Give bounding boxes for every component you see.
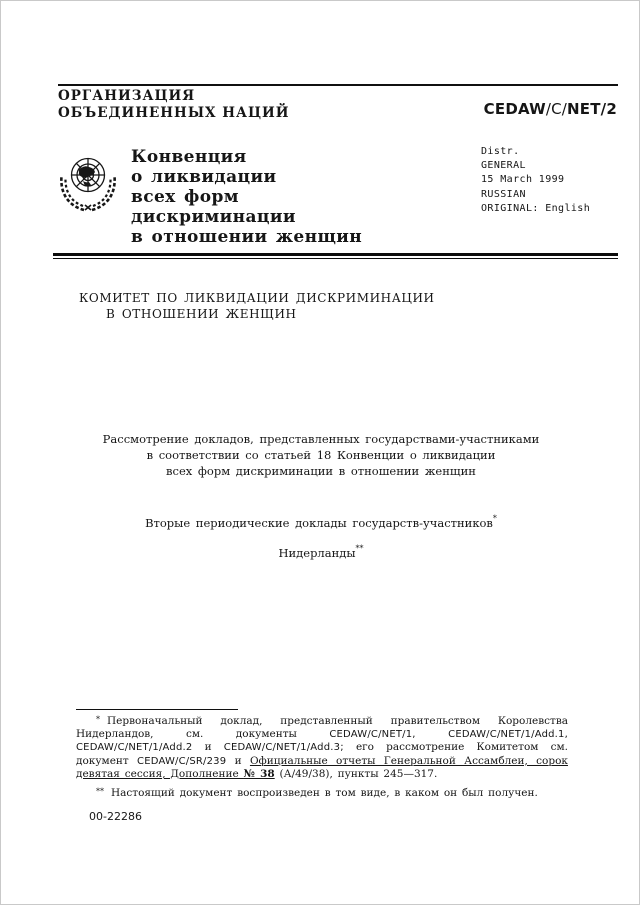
masthead-rule xyxy=(53,253,618,259)
org-name-line1: ОРГАНИЗАЦИЯ xyxy=(58,88,196,104)
footnote-separator xyxy=(76,709,238,710)
convention-title-line1: Конвенция xyxy=(131,147,247,167)
convention-title-line5: в отношении женщин xyxy=(131,227,363,247)
country-footnote-marker: ** xyxy=(355,544,364,553)
footnote-1-text: Первоначальный доклад, представленный правительством Королевства Нидерландов, см. документы xyxy=(76,715,568,741)
org-name-line2: ОБЪЕДИНЕННЫХ НАЦИЙ xyxy=(58,105,290,121)
consideration-line2: в соответствии со статьей 18 Конвенции о ликвидации xyxy=(146,448,496,462)
document-symbol-part1: CEDAW xyxy=(483,100,546,118)
footnote-1-conj-a: и xyxy=(192,741,224,754)
consideration-line1: Рассмотрение докладов, представленных государствами-участниками xyxy=(102,432,540,446)
document-number: 00-22286 xyxy=(89,810,142,823)
reports-title xyxy=(41,516,601,530)
distribution-block xyxy=(481,145,590,216)
convention-title-line3: всех форм xyxy=(131,187,239,207)
footnote-1-text-c: (А/49/38), пункты 245—317. xyxy=(274,767,438,780)
distr-date: 15 March 1999 xyxy=(481,174,565,186)
footnote-1-symbols-b: CEDAW/C/NET/1/Add.3; xyxy=(223,742,344,754)
country-title xyxy=(41,546,601,560)
reports-title-text: Вторые периодические доклады государств-участников xyxy=(145,516,493,530)
footnote-1-symbols-a: CEDAW/C/NET/1, CEDAW/C/NET/1/Add.1, CEDAW/C/NET/1/Add.2 xyxy=(76,729,568,754)
distr-type: GENERAL xyxy=(481,160,526,172)
distr-original: ORIGINAL: English xyxy=(481,202,591,214)
footnote-1-supplement-number: № 38 xyxy=(243,767,275,780)
footnote-2-marker: ** xyxy=(96,787,104,796)
footnote-1-conj-b: и xyxy=(226,754,250,767)
document-symbol-part2: /C/ xyxy=(545,100,568,118)
org-name xyxy=(58,88,290,122)
header-top-rule xyxy=(58,84,618,86)
consideration-line3: всех форм дискриминации в отношении женщин xyxy=(166,464,476,478)
consideration-heading xyxy=(41,431,601,479)
convention-title-line4: дискриминации xyxy=(131,207,296,227)
committee-heading xyxy=(79,290,435,322)
footnote-1-marker: * xyxy=(96,715,100,724)
document-symbol xyxy=(484,100,617,118)
footnote-2 xyxy=(76,787,568,800)
convention-title-line2: о ликвидации xyxy=(131,167,277,187)
footnote-1-official-records: Официальные отчеты Генеральной Ассамблеи, сорок девятая сессия, Дополнение xyxy=(76,754,568,780)
footnote-1-symbols-c: CEDAW/C/SR/239 xyxy=(137,755,227,767)
convention-title xyxy=(131,147,362,247)
document-symbol-part3: NET/2 xyxy=(567,100,617,118)
country-name: Нидерланды xyxy=(278,546,356,560)
un-emblem-icon xyxy=(53,148,123,214)
distr-language: RUSSIAN xyxy=(481,188,526,200)
distr-label: Distr. xyxy=(481,146,520,157)
reports-title-footnote-marker: * xyxy=(492,514,497,523)
footnote-1-text-b: его рассмотрение Комитетом см. документ xyxy=(76,741,568,767)
footnote-2-text: Настоящий документ воспроизведен в том виде, в каком он был получен. xyxy=(111,787,538,799)
committee-heading-line2: В ОТНОШЕНИИ ЖЕНЩИН xyxy=(106,307,297,321)
footnote-1 xyxy=(76,715,568,781)
committee-heading-line1: КОМИТЕТ ПО ЛИКВИДАЦИИ ДИСКРИМИНАЦИИ xyxy=(79,291,435,305)
